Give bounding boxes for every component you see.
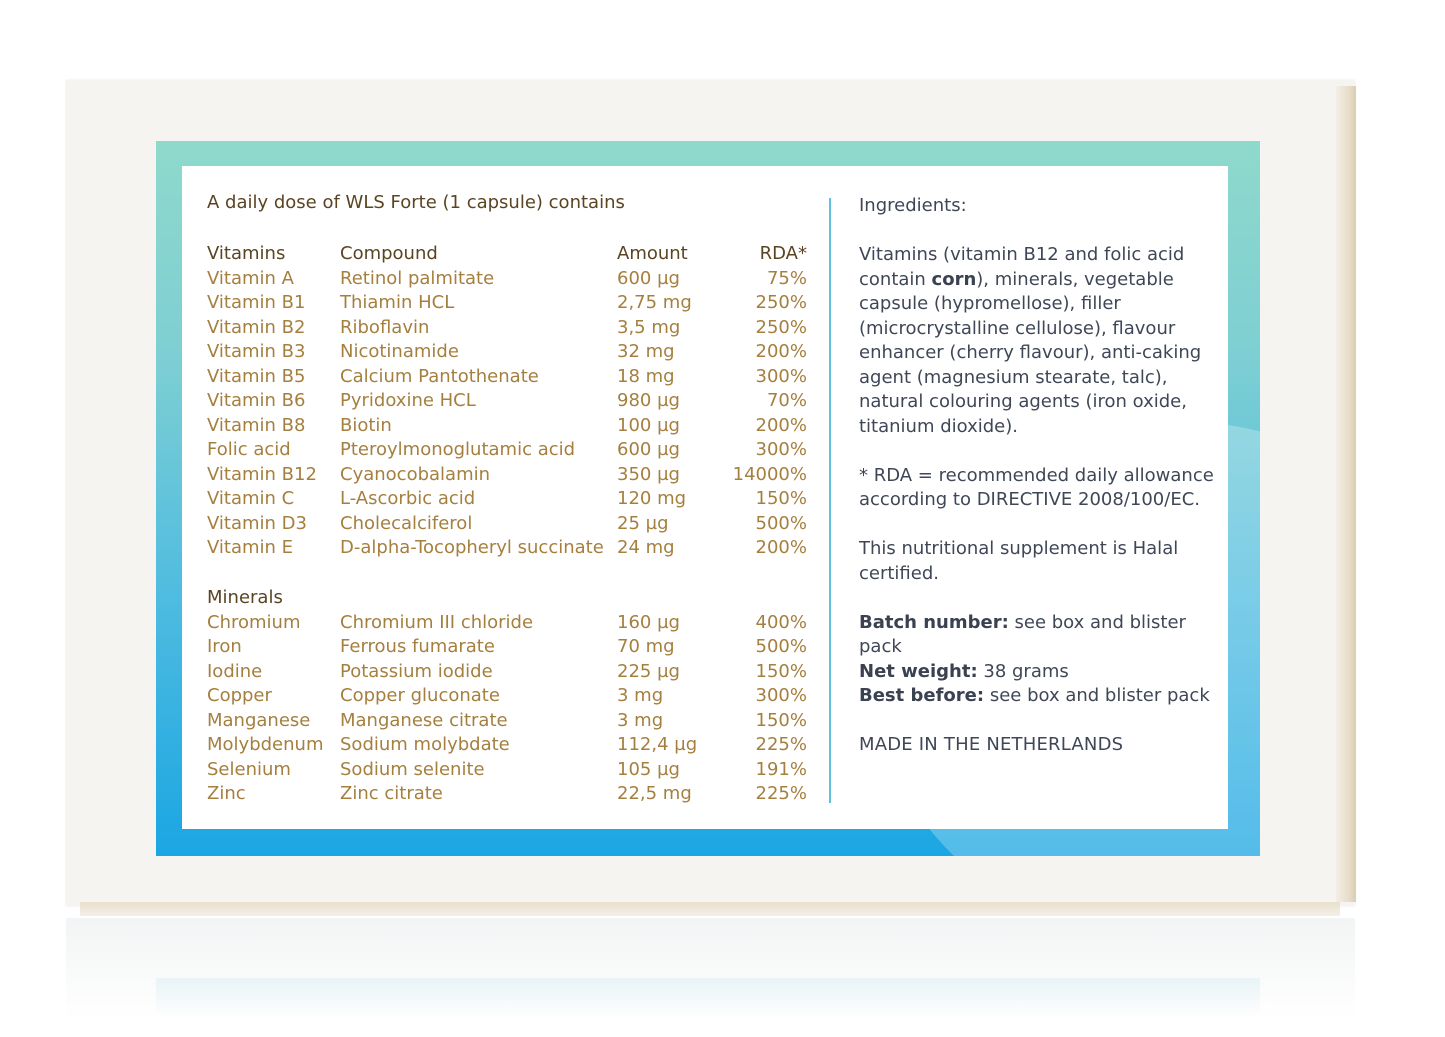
nutrient-name: Vitamin B5 [207,365,306,387]
amount-value: 24 mg [617,537,675,558]
vitamins-row [0,365,807,390]
amount-value: 25 µg [617,512,669,534]
amount-value: 100 µg [617,414,680,436]
ingredients-title: Ingredients: [859,195,967,216]
amount-value: 600 µg [617,439,680,460]
rda-value: 200% [755,537,807,558]
batch-value: see box and blister pack [859,611,1186,657]
vitamins-heading: Vitamins [207,243,286,264]
halal-statement: This nutritional supplement is Halal certified. [859,538,1179,584]
minerals-heading: Minerals [207,587,283,608]
rda-value: 75% [766,267,807,289]
compound-name: Cholecalciferol [340,512,473,534]
net-weight [859,660,1219,685]
amount-value: 2,75 mg [617,292,692,313]
minerals-row [0,684,807,709]
nutrient-name: Vitamin B1 [207,292,306,313]
vitamins-row [0,414,807,439]
nutrient-name: Vitamin B12 [207,463,317,485]
box-side-edge [1336,86,1356,902]
rda-value: 150% [755,709,807,731]
amount-value: 120 mg [617,488,687,509]
minerals-row [0,733,807,758]
rda-value: 191% [755,758,807,780]
amount-value: 350 µg [617,463,680,485]
rda-value: 200% [755,414,807,436]
vitamins-header-row [0,242,807,267]
amount-value: 980 µg [617,390,680,411]
rda-value: 400% [755,611,807,633]
compound-name: Cyanocobalamin [340,463,491,485]
nutrient-name: Vitamin B6 [207,390,306,411]
amount-heading: Amount [617,243,688,264]
nutrient-name: Folic acid [207,439,291,460]
rda-value: 500% [755,636,807,657]
rda-value: 150% [755,488,807,509]
rda-value: 300% [755,685,807,706]
amount-value: 18 mg [617,365,675,387]
nutrient-name: Copper [207,685,272,706]
vitamins-row [0,512,807,537]
nutrient-name: Vitamin E [207,537,294,558]
nutrient-name: Manganese [207,709,311,731]
compound-name: Sodium selenite [340,758,485,780]
nutrient-name: Molybdenum [207,734,324,755]
compound-name: Pyridoxine HCL [340,390,476,411]
nutrient-name: Iron [207,636,242,657]
column-divider [829,198,831,803]
compound-name: Copper gluconate [340,685,500,706]
rda-value: 70% [766,390,807,411]
batch-label: Batch number: [859,611,1009,633]
minerals-row [0,782,807,807]
nutrient-name: Vitamin B3 [207,341,306,362]
amount-value: 225 µg [617,660,680,682]
compound-name: Thiamin HCL [340,292,455,313]
amount-value: 105 µg [617,758,680,780]
compound-name: Calcium Pantothenate [340,365,539,387]
vitamins-row [0,340,807,365]
rda-value: 300% [755,365,807,387]
weight-value: 38 grams [977,660,1069,682]
nutrient-name: Chromium [207,611,301,633]
nutrient-name: Zinc [207,783,246,804]
ingredients-text-start: Vitamins (vitamin B12 and folic acid contain [859,244,1185,290]
minerals-row [0,709,807,734]
compound-name: L-Ascorbic acid [340,488,476,509]
rda-value: 225% [755,783,807,804]
rda-value: 500% [755,512,807,534]
amount-value: 3 mg [617,709,664,731]
rda-value: 225% [755,734,807,755]
nutrient-name: Vitamin D3 [207,512,307,534]
compound-name: D-alpha-Tocopheryl succinate [340,537,604,558]
allergen-corn: corn [931,268,977,290]
rda-value: 200% [755,341,807,362]
vitamins-row [0,316,807,341]
weight-label: Net weight: [859,660,978,682]
minerals-row [0,660,807,685]
batch-number [859,611,1219,660]
compound-name: Chromium III chloride [340,611,534,633]
amount-value: 70 mg [617,636,675,657]
minerals-row [0,758,807,783]
ingredients-text [859,243,1219,439]
amount-value: 112,4 µg [617,734,698,755]
amount-value: 3,5 mg [617,316,681,338]
best-before-value: see box and blister pack [984,685,1210,706]
minerals-header-row [0,586,807,611]
compound-name: Pteroylmonoglutamic acid [340,439,576,460]
ingredients-column [859,194,1219,782]
compound-name: Potassium iodide [340,660,493,682]
nutrient-name: Vitamin A [207,267,294,289]
nutrient-name: Vitamin C [207,488,295,509]
minerals-row [0,635,807,660]
amount-value: 160 µg [617,611,680,633]
rda-value: 300% [755,439,807,460]
amount-value: 22,5 mg [617,783,692,804]
vitamins-row [0,487,807,512]
compound-name: Ferrous fumarate [340,636,495,657]
vitamins-row [0,389,807,414]
best-before-label: Best before: [859,685,985,706]
rda-value: 14000% [732,463,807,485]
vitamins-row [0,291,807,316]
compound-name: Zinc citrate [340,783,443,804]
nutrient-name: Selenium [207,758,291,780]
vitamins-row [0,267,807,292]
amount-value: 3 mg [617,685,664,706]
nutrient-name: Iodine [207,660,263,682]
vitamins-row [0,438,807,463]
compound-name: Biotin [340,414,392,436]
rda-value: 250% [755,292,807,313]
rda-value: 250% [755,316,807,338]
compound-name: Manganese citrate [340,709,508,731]
compound-name: Sodium molybdate [340,734,510,755]
rda-value: 150% [755,660,807,682]
dose-intro: A daily dose of WLS Forte (1 capsule) contains [207,192,625,213]
ingredients-text-end: ), minerals, vegetable capsule (hypromellose), filler (microcrystalline cellulose), flavour enhancer (cherry flavour), anti-caking agent (magnesium stearate, talc), natural colouring agents (iron oxide, titanium dioxide). [859,268,1202,437]
compound-name: Retinol palmitate [340,267,495,289]
compound-heading: Compound [340,243,438,264]
rda-footnote: * RDA = recommended daily allowance according to DIRECTIVE 2008/100/EC. [859,464,1214,510]
origin-statement: MADE IN THE NETHERLANDS [859,734,1124,755]
best-before [859,684,1219,709]
rda-heading: RDA* [759,243,807,264]
compound-name: Riboflavin [340,316,430,338]
minerals-row [0,611,807,636]
nutrient-name: Vitamin B8 [207,414,306,436]
amount-value: 32 mg [617,341,675,362]
vitamins-row [0,463,807,488]
compound-name: Nicotinamide [340,341,459,362]
amount-value: 600 µg [617,267,680,289]
nutrient-name: Vitamin B2 [207,316,306,338]
vitamins-row [0,536,807,561]
